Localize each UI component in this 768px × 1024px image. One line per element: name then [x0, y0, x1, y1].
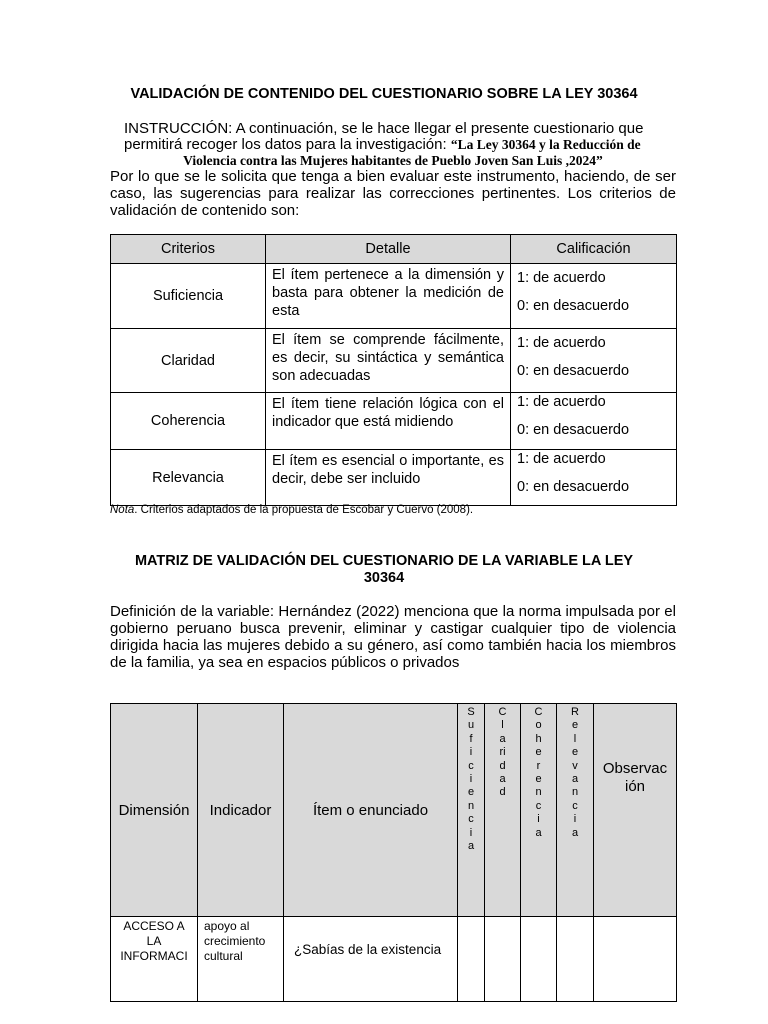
- matrix-title-line1: MATRIZ DE VALIDACIÓN DEL CUESTIONARIO DE LA VARIABLE LA LEY: [134, 553, 634, 569]
- instruction-line2-text: permitirá recoger los datos para la investigación:: [124, 136, 451, 153]
- detalle-cell: El ítem es esencial o importante, es decir, debe ser incluido: [266, 450, 511, 506]
- detalle-cell: El ítem tiene relación lógica con el indicador que está midiendo: [266, 393, 511, 450]
- matrix-row: [111, 917, 677, 1002]
- detalle-cell: El ítem se comprende fácilmente, es decir, su sintáctica y semántica son adecuadas: [266, 329, 511, 393]
- detalle-cell: El ítem pertenece a la dimensión y basta para obtener la medición de esta: [266, 264, 511, 329]
- intro-paragraph: Por lo que se le solicita que tenga a bien evaluar este instrumento, haciendo, de ser caso, las sugerencias para realizar las correcciones pertinentes. Los criterios de validación de contenido son:: [110, 168, 676, 219]
- calificacion-cell: [511, 329, 677, 393]
- cal-agree: 1: de acuerdo: [517, 394, 606, 410]
- header-relevancia: R e l e v a n c i a: [557, 704, 594, 917]
- header-suficiencia: S u f i c i e n c i a: [458, 704, 485, 917]
- cal-disagree: 0: en desacuerdo: [517, 363, 630, 379]
- criteria-row-suficiencia: [111, 264, 677, 329]
- suficiencia-score-cell[interactable]: [458, 917, 485, 1002]
- header-criterios: Criterios: [111, 235, 266, 264]
- header-calificacion: Calificación: [511, 235, 677, 264]
- instruction-line1: INSTRUCCIÓN: A continuación, se le hace llegar el presente cuestionario que: [124, 120, 644, 137]
- study-title-part2: Violencia contra las Mujeres habitantes de Pueblo Joven San Luis ,2024”: [183, 153, 603, 168]
- header-item: Ítem o enunciado: [284, 704, 458, 917]
- note-label: Nota: [110, 504, 135, 516]
- criteria-row-coherencia: [111, 393, 677, 450]
- cal-agree: 1: de acuerdo: [517, 270, 606, 286]
- cal-agree: 1: de acuerdo: [517, 335, 606, 351]
- dimension-cell: ACCESO A LA INFORMACI: [111, 917, 198, 1002]
- variable-definition: Definición de la variable: Hernández (2022) menciona que la norma impulsada por el gobierno peruano busca prevenir, eliminar y castigar cualquier tipo de violencia dirigida hacia las mujeres debido a su género, así como también hacia los miembros de la familia, ya sea en espacios públicos o privados: [110, 603, 676, 671]
- cal-disagree: 0: en desacuerdo: [517, 479, 630, 495]
- header-indicador: Indicador: [198, 704, 284, 917]
- calificacion-cell: [511, 264, 677, 329]
- cal-disagree: 0: en desacuerdo: [517, 422, 630, 438]
- header-coherencia: C o h e r e n c i a: [521, 704, 557, 917]
- criteria-row-claridad: [111, 329, 677, 393]
- study-title-part1: “La Ley 30364 y la Reducción de: [450, 137, 641, 152]
- criterio-cell: Relevancia: [111, 450, 266, 506]
- criteria-header-row: [111, 235, 677, 264]
- item-cell: ¿Sabías de la existencia: [284, 917, 458, 1002]
- observacion-cell[interactable]: [594, 917, 677, 1002]
- table-note: [110, 504, 473, 516]
- matrix-title-line2: 30364: [363, 570, 405, 586]
- criterio-cell: Coherencia: [111, 393, 266, 450]
- calificacion-cell: [511, 450, 677, 506]
- cal-agree: 1: de acuerdo: [517, 451, 606, 467]
- criterio-cell: Claridad: [111, 329, 266, 393]
- claridad-score-cell[interactable]: [485, 917, 521, 1002]
- indicador-cell: apoyo al crecimiento cultural: [198, 917, 284, 1002]
- header-observacion: Observac ión: [594, 704, 677, 917]
- criteria-table: [110, 234, 677, 506]
- header-claridad: C l a ri d a d: [485, 704, 521, 917]
- note-text: . Criterios adaptados de la propuesta de Escobar y Cuervo (2008).: [134, 504, 474, 516]
- cal-disagree: 0: en desacuerdo: [517, 298, 630, 314]
- validation-matrix-table: [110, 703, 677, 1002]
- criterio-cell: Suficiencia: [111, 264, 266, 329]
- matrix-header-row: [111, 704, 677, 917]
- header-detalle: Detalle: [266, 235, 511, 264]
- coherencia-score-cell[interactable]: [521, 917, 557, 1002]
- instruction-line2: [124, 136, 684, 153]
- header-dimension: Dimensión: [111, 704, 198, 917]
- relevancia-score-cell[interactable]: [557, 917, 594, 1002]
- calificacion-cell: [511, 393, 677, 450]
- criteria-row-relevancia: [111, 450, 677, 506]
- document-title: VALIDACIÓN DE CONTENIDO DEL CUESTIONARIO SOBRE LA LEY 30364: [130, 86, 638, 102]
